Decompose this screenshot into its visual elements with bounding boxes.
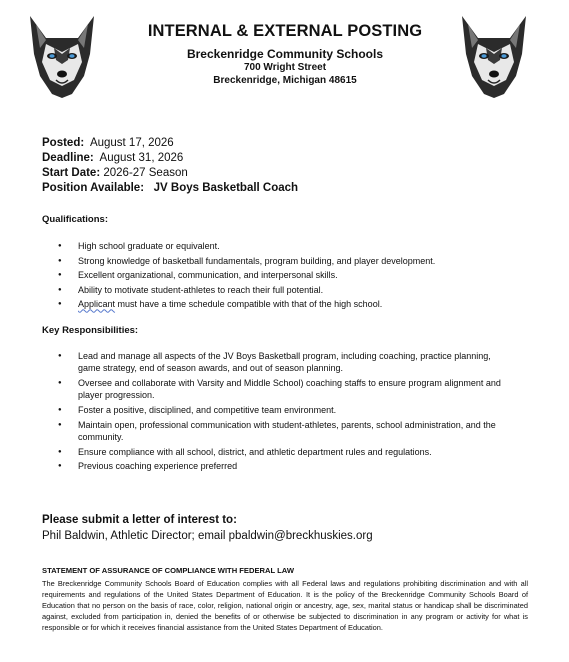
posted-value: August 17, 2026 bbox=[89, 137, 174, 149]
position-value: JV Boys Basketball Coach bbox=[153, 182, 299, 194]
posted-row bbox=[42, 136, 298, 151]
posting-title: INTERNAL & EXTERNAL POSTING bbox=[147, 22, 423, 40]
list-item: ● Strong knowledge of basketball fundamentals, program building, and player development. bbox=[56, 255, 508, 267]
statement-body: The Breckenridge Community Schools Board of Education complies with all Federal laws and regulations prohibiting discrimination and with all requirements and regulations of the United States Department of Education. It is the policy of the Breckenridge Community Schools Board of Education that no person on the basis of race, color, religion, national origin or ancestry, age, sex, marital status or handicap shall be discriminated against, excluded from participation in, denied the benefits of or otherwise be subjected to discrimination in any program or activity for what is responsible or for which it receives financial assistance from the United States Department of Education. bbox=[42, 579, 528, 633]
list-item bbox=[56, 298, 508, 310]
posting-info bbox=[42, 136, 298, 196]
responsibilities-list bbox=[56, 350, 508, 475]
qualifications-list bbox=[56, 240, 508, 313]
list-item: ● Previous coaching experience preferred bbox=[56, 460, 508, 472]
organization-name: Breckenridge Community Schools bbox=[186, 47, 384, 61]
husky-mascot-icon bbox=[30, 16, 94, 98]
posting-header bbox=[120, 22, 450, 87]
address-line-2: Breckenridge, Michigan 48615 bbox=[213, 75, 357, 86]
list-item: ● Maintain open, professional communication with student-athletes, parents, school administration, and the community. bbox=[56, 419, 508, 444]
start-date-value: 2026-27 Season bbox=[103, 167, 188, 179]
list-item-text: must have a time schedule compatible with that of the high school. bbox=[117, 299, 383, 310]
list-item: ● Ability to motivate student-athletes to reach their full potential. bbox=[56, 284, 508, 296]
list-item: ● High school graduate or equivalent. bbox=[56, 240, 508, 252]
list-item: ● Lead and manage all aspects of the JV Boys Basketball program, including coaching, practice planning, game strategy, end of season awards, and out of season planning. bbox=[56, 350, 508, 375]
start-date-label: Start Date: bbox=[42, 167, 101, 179]
position-label: Position Available: bbox=[42, 182, 145, 194]
start-date-row bbox=[42, 166, 298, 181]
applicant-word: Applicant bbox=[78, 299, 116, 310]
position-row bbox=[42, 181, 298, 196]
responsibilities-title: Key Responsibilities: bbox=[42, 325, 139, 336]
list-item: ● Foster a positive, disciplined, and competitive team environment. bbox=[56, 404, 508, 416]
list-item: ● Excellent organizational, communication, and interpersonal skills. bbox=[56, 269, 508, 281]
address-line-1: 700 Wright Street bbox=[243, 62, 327, 73]
deadline-label: Deadline: bbox=[42, 152, 94, 164]
husky-mascot-icon bbox=[462, 16, 526, 98]
husky-logo-left bbox=[24, 14, 100, 98]
husky-logo-right bbox=[456, 14, 532, 98]
statement-title: STATEMENT OF ASSURANCE OF COMPLIANCE WITH FEDERAL LAW bbox=[42, 566, 294, 575]
submit-title: Please submit a letter of interest to: bbox=[42, 514, 237, 526]
deadline-row bbox=[42, 151, 298, 166]
list-item: ● Oversee and collaborate with Varsity and Middle School) coaching staffs to ensure program alignment and player progression. bbox=[56, 377, 508, 402]
deadline-value: August 31, 2026 bbox=[99, 152, 184, 164]
qualifications-title: Qualifications: bbox=[42, 214, 108, 225]
submit-contact: Phil Baldwin, Athletic Director; email pbaldwin@breckhuskies.org bbox=[42, 530, 373, 542]
list-item: ● Ensure compliance with all school, district, and athletic department rules and regulations. bbox=[56, 446, 508, 458]
posted-label: Posted: bbox=[42, 137, 85, 149]
